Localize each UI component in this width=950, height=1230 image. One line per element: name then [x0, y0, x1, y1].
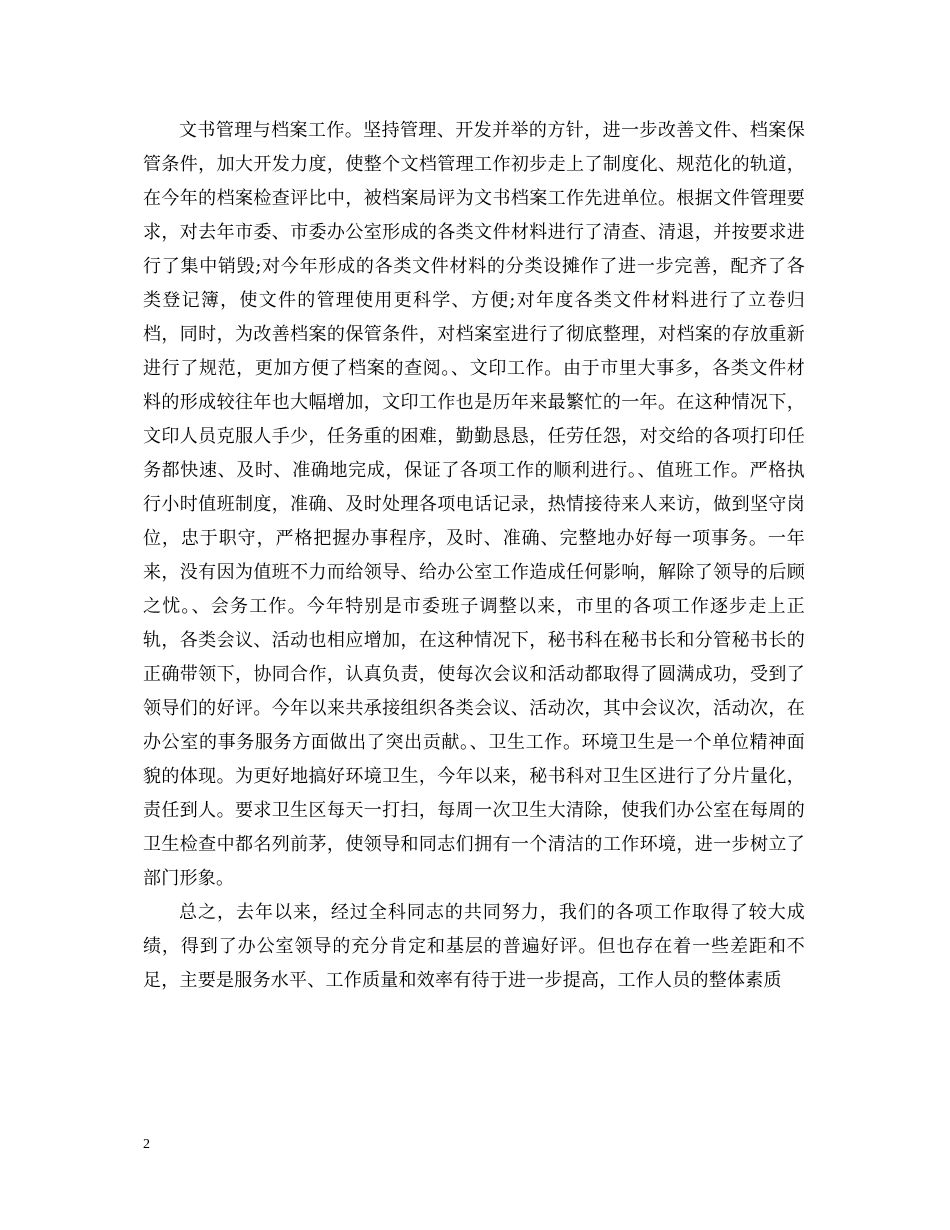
document-body — [143, 114, 805, 998]
page-number: 2 — [143, 1137, 150, 1152]
paragraph-conclusion: 总之，去年以来，经过全科同志的共同努力，我们的各项工作取得了较大成绩，得到了办公室领导的充分肯定和基层的普遍好评。但也存在着一些差距和不足，主要是服务水平、工作质量和效率有待于进一步提高，工作人员的整体素质 — [143, 902, 805, 991]
paragraph-work-summary: 文书管理与档案工作。坚持管理、开发并举的方针，进一步改善文件、档案保管条件，加大开发力度，使整个文档管理工作初步走上了制度化、规范化的轨道，在今年的档案检查评比中，被档案局评为文书档案工作先进单位。根据文件管理要求，对去年市委、市委办公室形成的各类文件材料进行了清查、清退，并按要求进行了集中销毁;对今年形成的各类文件材料的分类设摊作了进一步完善，配齐了各类登记簿，使文件的管理使用更科学、方便;对年度各类文件材料进行了立卷归档，同时，为改善档案的保管条件，对档案室进行了彻底整理，对档案的存放重新进行了规范，更加方便了档案的查阅。、文印工作。由于市里大事多，各类文件材料的形成较往年也大幅增加，文印工作也是历年来最繁忙的一年。在这种情况下，文印人员克服人手少，任务重的困难，勤勤恳恳，任劳任怨，对交给的各项打印任务都快速、及时、准确地完成，保证了各项工作的顺利进行。、值班工作。严格执行小时值班制度，准确、及时处理各项电话记录，热情接待来人来访，做到坚守岗位，忠于职守，严格把握办事程序，及时、准确、完整地办好每一项事务。一年来，没有因为值班不力而给领导、给办公室工作造成任何影响，解除了领导的后顾之忧。、会务工作。今年特别是市委班子调整以来，市里的各项工作逐步走上正轨，各类会议、活动也相应增加，在这种情况下，秘书科在秘书长和分管秘书长的正确带领下，协同合作，认真负责，使每次会议和活动都取得了圆满成功，受到了领导们的好评。今年以来共承接组织各类会议、活动次，其中会议次，活动次，在办公室的事务服务方面做出了突出贡献。、卫生工作。环境卫生是一个单位精神面貌的体现。为更好地搞好环境卫生，今年以来，秘书科对卫生区进行了分片量化，责任到人。要求卫生区每天一打扫，每周一次卫生大清除，使我们办公室在每周的卫生检查中都名列前茅，使领导和同志们拥有一个清洁的工作环境，进一步树立了部门形象。 — [143, 120, 805, 889]
